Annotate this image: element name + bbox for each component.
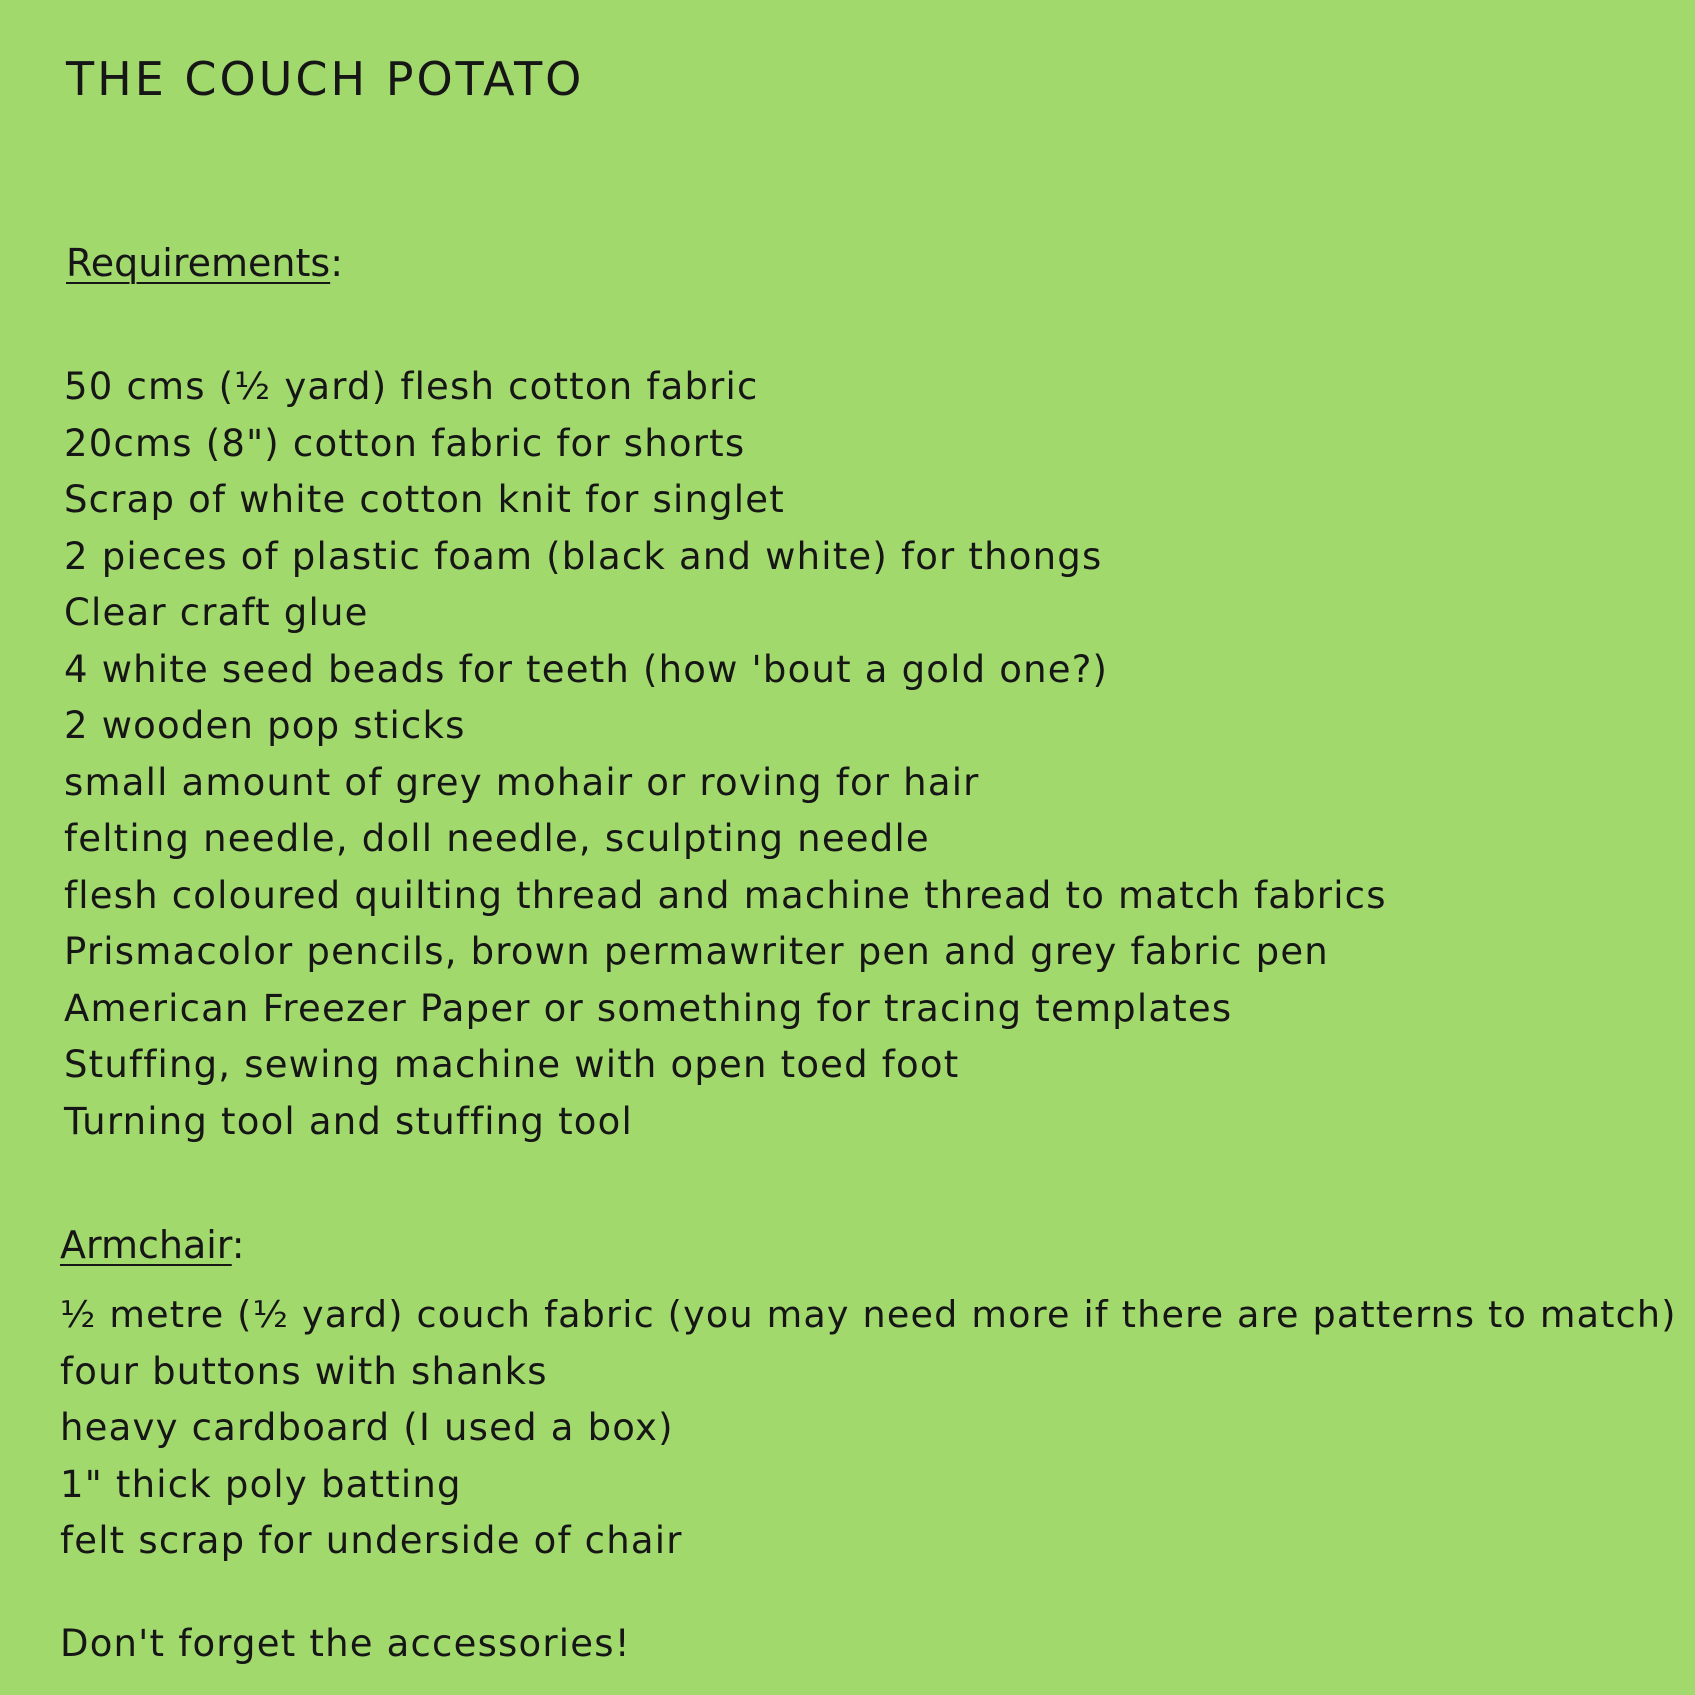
armchair-heading-text: Armchair xyxy=(60,1223,232,1267)
list-item: felt scrap for underside of chair xyxy=(60,1519,683,1562)
list-item: four buttons with shanks xyxy=(60,1349,548,1393)
list-item: Scrap of white cotton knit for singlet xyxy=(64,478,785,521)
list-item: felting needle, doll needle, sculpting needle xyxy=(64,817,930,860)
list-item: Prismacolor pencils, brown permawriter pen and grey fabric pen xyxy=(64,930,1329,973)
list-item: Turning tool and stuffing tool xyxy=(64,1099,633,1143)
armchair-heading-colon: : xyxy=(231,1223,245,1267)
list-item: ½ metre (½ yard) couch fabric (you may need more if there are patterns to match) xyxy=(60,1293,1677,1336)
list-item: flesh coloured quilting thread and machine thread to match fabrics xyxy=(64,873,1387,917)
list-item: American Freezer Paper or something for tracing templates xyxy=(64,986,1233,1030)
requirements-heading-colon: : xyxy=(330,241,343,285)
list-item: 1" thick poly batting xyxy=(60,1462,462,1506)
requirements-list xyxy=(64,359,1387,1150)
armchair-list xyxy=(60,1287,1677,1570)
list-item: 2 pieces of plastic foam (black and white) for thongs xyxy=(64,534,1103,578)
requirements-heading-text: Requirements xyxy=(66,241,331,285)
requirements-heading xyxy=(66,241,343,285)
list-item: Stuffing, sewing machine with open toed foot xyxy=(64,1043,960,1086)
list-item: 2 wooden pop sticks xyxy=(64,704,466,747)
footer-note: Don't forget the accessories! xyxy=(60,1622,631,1665)
list-item: Clear craft glue xyxy=(64,591,369,634)
list-item: heavy cardboard (I used a box) xyxy=(60,1406,674,1449)
list-item: 20cms (8") cotton fabric for shorts xyxy=(64,421,746,465)
list-item: small amount of grey mohair or roving for hair xyxy=(64,760,980,804)
armchair-heading xyxy=(60,1223,245,1267)
list-item: 4 white seed beads for teeth (how 'bout a gold one?) xyxy=(64,647,1109,691)
document-title: THE COUCH POTATO xyxy=(66,52,585,106)
list-item: 50 cms (½ yard) flesh cotton fabric xyxy=(64,365,759,408)
